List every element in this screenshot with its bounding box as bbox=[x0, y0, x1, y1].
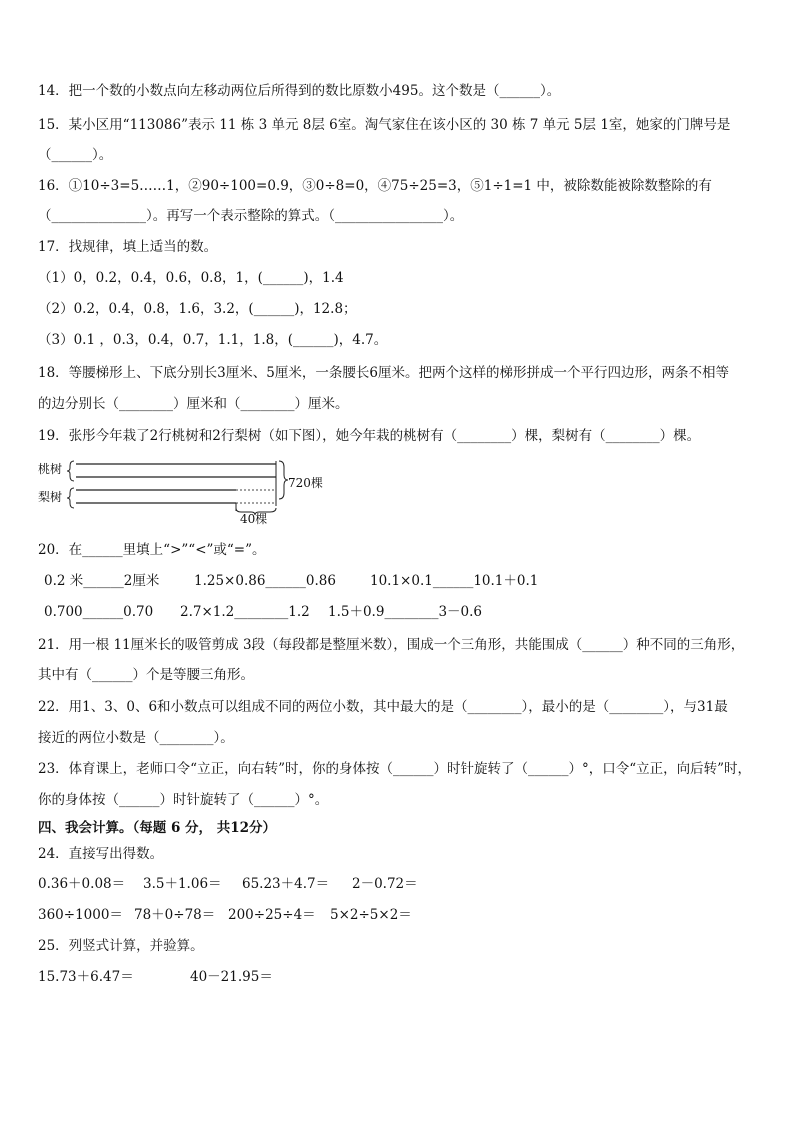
question-14: 14．把一个数的小数点向左移动两位后所得到的数比原数小495。这个数是（______）。 bbox=[38, 83, 561, 99]
compare-item: 1.25×0.86______0.86 bbox=[194, 573, 336, 589]
question-23-line2: 你的身体按（______）时针旋转了（______）°。 bbox=[38, 792, 329, 808]
question-25: 25．列竖式计算，并验算。 bbox=[38, 938, 204, 954]
calc-item: 78＋0÷78＝ bbox=[134, 907, 216, 923]
diagram-lines bbox=[38, 458, 338, 528]
compare-item: 0.2 米______2厘米 bbox=[44, 573, 160, 589]
question-18-line1: 18．等腰梯形上、下底分别长3厘米、5厘米，一条腰长6厘米。把两个这样的梯形拼成一个平行四边形，两条不相等 bbox=[38, 365, 729, 381]
question-16-line2: （______________）。再写一个表示整除的算式。（________________）。 bbox=[38, 208, 464, 224]
question-21-line2: 其中有（______）个是等腰三角形。 bbox=[38, 667, 254, 683]
question-24: 24．直接写出得数。 bbox=[38, 846, 164, 862]
question-17-part2: （2）0.2，0.4，0.8，1.6，3.2，(______)，12.8； bbox=[38, 301, 357, 317]
total-label: 720棵 bbox=[288, 476, 323, 490]
question-15-line2: （______）。 bbox=[38, 147, 113, 163]
question-17-part1: （1）0，0.2，0.4，0.6，0.8，1，(______)，1.4 bbox=[38, 270, 344, 286]
calc-item: 5×2÷5×2＝ bbox=[330, 907, 412, 923]
question-21-line1: 21．用一根 11厘米长的吸管剪成 3段（每段都是整厘米数），围成一个三角形，共能围成（______）种不同的三角形， bbox=[38, 637, 745, 653]
question-17: 17．找规律，填上适当的数。 bbox=[38, 239, 218, 255]
question-22-line1: 22．用1、3、0、6和小数点可以组成不同的两位小数，其中最大的是（________），最小的是（________），与31最 bbox=[38, 699, 728, 715]
compare-item: 2.7×1.2________1.2 bbox=[180, 604, 310, 620]
question-16-line1: 16．①10÷3=5……1，②90÷100=0.9，③0÷8=0，④75÷25=3，⑤1÷1=1 中，被除数能被除数整除的有 bbox=[38, 178, 712, 194]
calc-item: 2－0.72＝ bbox=[352, 876, 418, 892]
calc-item: 200÷25÷4＝ bbox=[228, 907, 316, 923]
calc-item: 40－21.95＝ bbox=[190, 969, 273, 985]
question-19: 19．张彤今年栽了2行桃树和2行梨树（如下图），她今年栽的桃树有（________）棵，梨树有（________）棵。 bbox=[38, 428, 701, 444]
section-4-heading: 四、我会计算。（每题 6 分， 共12分） bbox=[38, 820, 277, 836]
calc-item: 360÷1000＝ bbox=[38, 907, 123, 923]
calc-item: 3.5＋1.06＝ bbox=[143, 876, 222, 892]
question-20: 20．在______里填上“>”“<”或“=”。 bbox=[38, 542, 266, 558]
pear-label: 梨树 bbox=[38, 490, 63, 504]
difference-label: 40棵 bbox=[240, 512, 268, 526]
calc-item: 15.73＋6.47＝ bbox=[38, 969, 134, 985]
calc-item: 65.23＋4.7＝ bbox=[242, 876, 330, 892]
compare-item: 1.5＋0.9________3－0.6 bbox=[328, 604, 482, 620]
question-18-line2: 的边分别长（________）厘米和（________）厘米。 bbox=[38, 396, 349, 412]
compare-item: 10.1×0.1______10.1＋0.1 bbox=[370, 573, 539, 589]
question-15-line1: 15．某小区用“113086”表示 11 栋 3 单元 8层 6室。淘气家住在该小区的 30 栋 7 单元 5层 1室，她家的门牌号是 bbox=[38, 117, 731, 133]
compare-item: 0.700______0.70 bbox=[44, 604, 154, 620]
tree-diagram bbox=[38, 458, 338, 528]
peach-label: 桃树 bbox=[38, 462, 63, 476]
question-17-part3: （3）0.1 ，0.3，0.4，0.7，1.1，1.8，(______)，4.7。 bbox=[38, 332, 388, 348]
question-23-line1: 23．体育课上，老师口令“立正，向右转”时，你的身体按（______）时针旋转了（______）°，口令“立正，向后转”时， bbox=[38, 761, 752, 777]
calc-item: 0.36＋0.08＝ bbox=[38, 876, 126, 892]
question-22-line2: 接近的两位小数是（________）。 bbox=[38, 730, 234, 746]
